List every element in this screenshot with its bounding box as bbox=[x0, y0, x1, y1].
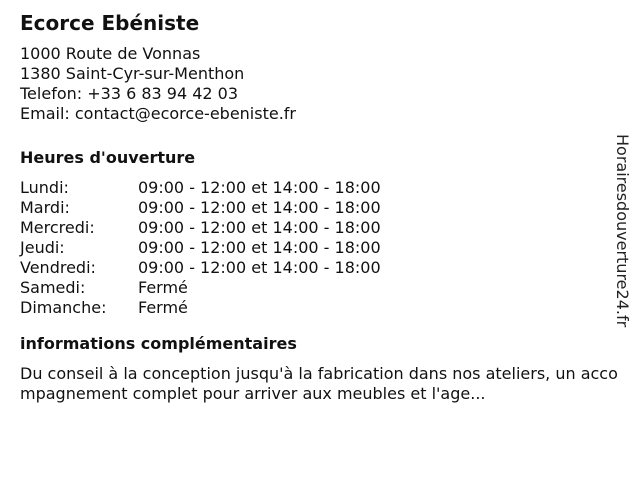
hours-value: 09:00 - 12:00 et 14:00 - 18:00 bbox=[138, 178, 381, 197]
hours-value: 09:00 - 12:00 et 14:00 - 18:00 bbox=[138, 218, 381, 237]
business-card bbox=[20, 10, 620, 404]
hours-row bbox=[20, 218, 381, 238]
phone-number: Telefon: +33 6 83 94 42 03 bbox=[20, 84, 239, 103]
hours-row bbox=[20, 258, 381, 278]
day-label: Dimanche: bbox=[20, 298, 107, 317]
opening-hours-heading: Heures d'ouverture bbox=[20, 148, 196, 167]
day-label: Jeudi: bbox=[20, 238, 65, 257]
hours-value: Fermé bbox=[138, 298, 188, 317]
day-label: Lundi: bbox=[20, 178, 69, 197]
hours-value: 09:00 - 12:00 et 14:00 - 18:00 bbox=[138, 198, 381, 217]
day-label: Mercredi: bbox=[20, 218, 95, 237]
address-city: 1380 Saint-Cyr-sur-Menthon bbox=[20, 64, 245, 83]
hours-row bbox=[20, 238, 381, 258]
hours-row bbox=[20, 298, 381, 318]
hours-row bbox=[20, 278, 381, 298]
email-address: Email: contact@ecorce-ebeniste.fr bbox=[20, 104, 296, 123]
additional-info-text: Du conseil à la conception jusqu'à la fabrication dans nos ateliers, un accompagnement complet pour arriver aux meubles et l'age... bbox=[20, 364, 618, 403]
additional-info-heading: informations complémentaires bbox=[20, 334, 297, 353]
day-label: Vendredi: bbox=[20, 258, 96, 277]
business-name: Ecorce Ebéniste bbox=[20, 11, 200, 35]
hours-value: Fermé bbox=[138, 278, 188, 297]
hours-value: 09:00 - 12:00 et 14:00 - 18:00 bbox=[138, 258, 381, 277]
day-label: Mardi: bbox=[20, 198, 70, 217]
site-watermark: Horairesdouverture24.fr bbox=[613, 134, 632, 328]
opening-hours-table bbox=[20, 178, 381, 318]
hours-row bbox=[20, 198, 381, 218]
day-label: Samedi: bbox=[20, 278, 86, 297]
address-street: 1000 Route de Vonnas bbox=[20, 44, 201, 63]
contact-block bbox=[20, 44, 620, 124]
hours-value: 09:00 - 12:00 et 14:00 - 18:00 bbox=[138, 238, 381, 257]
hours-row bbox=[20, 178, 381, 198]
